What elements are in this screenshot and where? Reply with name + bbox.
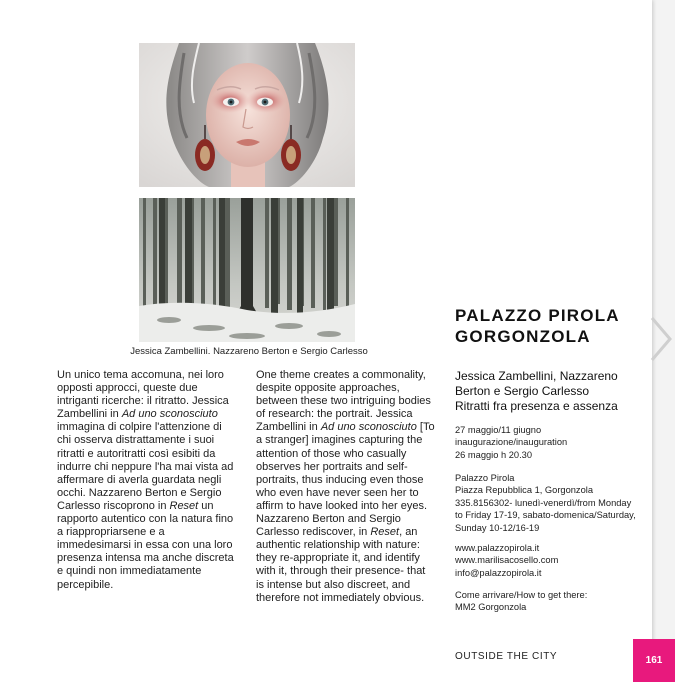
body-text-segment: immagina di colpire l'attenzione di chi osserva distrattamente i suoi ritratti e autoritratti così esibiti da indurre chi neppure l'ha mai vista ad affermare di averla guardata negli occhi. Nazzareno Berton e Sergio Carlesso riscoprono in [57, 421, 234, 512]
opening-label: inaugurazione/inauguration [455, 437, 568, 448]
website-link[interactable]: www.marilisacosello.com [455, 555, 559, 566]
address-block [455, 472, 650, 534]
opening-hours-line: to Friday 17-19, sabato-domenica/Saturday, [455, 510, 636, 521]
page-number-badge: 161 [633, 639, 675, 682]
exhibition-period: 27 maggio/11 giugno [455, 425, 542, 435]
directions-block [455, 589, 650, 614]
chevron-right-icon[interactable] [648, 314, 675, 364]
directions-label: Come arrivare/How to get there: [455, 590, 588, 600]
exhibition-title-block [455, 369, 650, 414]
portrait-photo [139, 43, 355, 187]
venue-heading [455, 305, 645, 347]
email-link[interactable]: info@palazzopirola.it [455, 567, 542, 578]
opening-hours-line: Sunday 10-12/16-19 [455, 522, 540, 533]
links-block [455, 542, 650, 579]
address-street: Piazza Repubblica 1, Gorgonzola [455, 485, 593, 496]
body-text-segment: Un unico tema accomuna, nei loro opposti approcci, queste due intriganti ricerche: il ritratto. Jessica Zambellini in [57, 369, 229, 421]
work-title-italic: Reset [169, 499, 199, 512]
section-label: OUTSIDE THE CITY [455, 651, 558, 662]
directions-value: MM2 Gorgonzola [455, 602, 527, 613]
work-title-italic: Ad uno sconosciuto [320, 421, 417, 434]
work-title-italic: Reset [370, 526, 400, 539]
exhibition-artists: Jessica Zambellini, Nazzareno Berton e Sergio Carlesso [455, 369, 618, 398]
work-title-italic: Ad uno sconosciuto [121, 408, 218, 421]
body-text-segment: One theme creates a commonality, despite opposite approaches, between these two intriguing bodies of research: the portrait. Jessica Zambellini in [256, 369, 431, 434]
body-text-segment: [To a stranger] imagines capturing the attention of those who casually observes her portraits and self-portraits, thus inducing even those who even have never seen her to affirm to have looked into her eyes. Nazzareno Berton and Sergio Carlesso rediscover, in [256, 421, 435, 539]
dates-block [455, 424, 650, 461]
italian-text-column [57, 369, 235, 592]
venue-name: PALAZZO PIROLA [455, 306, 620, 325]
opening-hours-line: 335.8156302- lunedì-venerdì/from Monday [455, 497, 632, 508]
address-name: Palazzo Pirola [455, 473, 515, 483]
body-text-segment: , an authentic relationship with nature: they re-appropriate it, and identify with it, through their presence- that is intense but also discreet, and therefore not immediately obvious. [256, 526, 426, 604]
exhibition-title: Ritratti fra presenza e assenza [455, 399, 618, 413]
opening-date: 26 maggio h 20.30 [455, 449, 533, 460]
forest-photo [139, 198, 355, 342]
english-text-column [256, 369, 435, 605]
venue-city: GORGONZOLA [455, 327, 591, 346]
website-link[interactable]: www.palazzopirola.it [455, 543, 540, 553]
photo-caption: Jessica Zambellini. Nazzareno Berton e Sergio Carlesso [130, 346, 368, 357]
body-text-segment: un rapporto autentico con la natura fino a riappropriarsene e a immedesimarsi in essa con una loro presenza intensa ma anche discreta e quindi non immediatamente percepibile. [57, 499, 234, 591]
